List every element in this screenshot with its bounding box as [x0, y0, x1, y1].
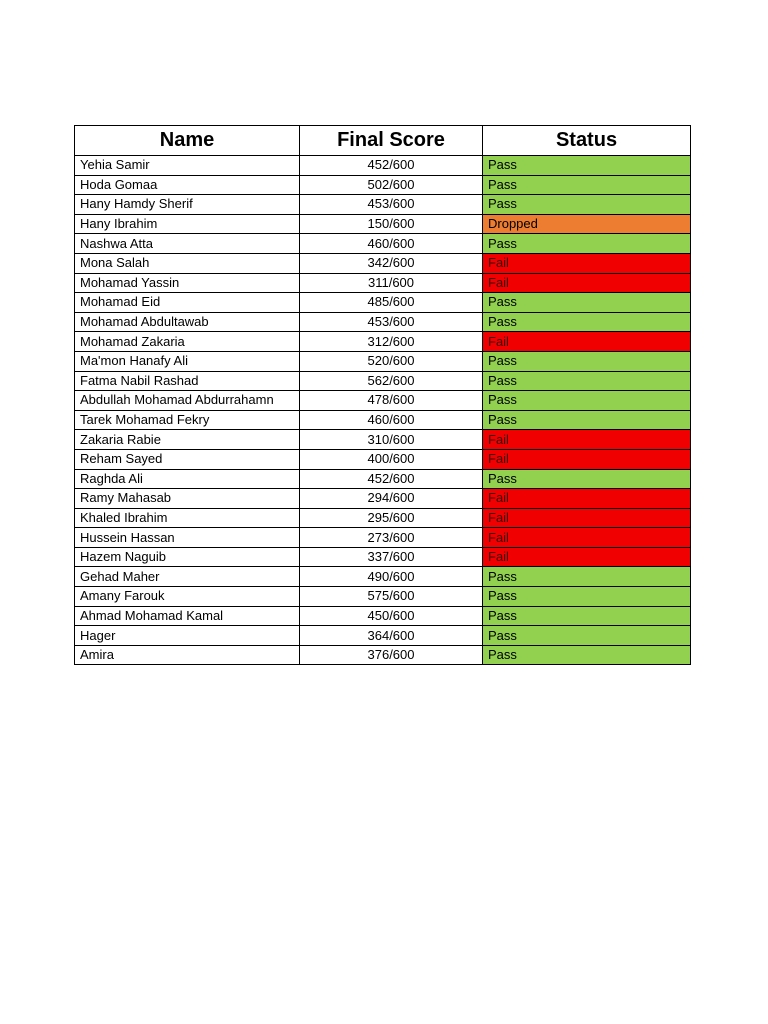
table-row [75, 175, 691, 195]
student-name-cell: Hoda Gomaa [75, 175, 300, 195]
final-score-cell: 450/600 [300, 606, 483, 626]
student-name-cell: Fatma Nabil Rashad [75, 371, 300, 391]
status-cell: Pass [483, 293, 691, 313]
table-row [75, 351, 691, 371]
table-row [75, 567, 691, 587]
student-name-cell: Raghda Ali [75, 469, 300, 489]
table-row [75, 371, 691, 391]
final-score-cell: 520/600 [300, 351, 483, 371]
status-cell: Fail [483, 253, 691, 273]
table-row [75, 391, 691, 411]
student-name-cell: Hazem Naguib [75, 547, 300, 567]
final-score-cell: 485/600 [300, 293, 483, 313]
final-score-cell: 460/600 [300, 410, 483, 430]
final-score-cell: 342/600 [300, 253, 483, 273]
status-cell: Pass [483, 195, 691, 215]
status-cell: Dropped [483, 214, 691, 234]
status-cell: Pass [483, 606, 691, 626]
final-score-cell: 311/600 [300, 273, 483, 293]
final-score-cell: 294/600 [300, 489, 483, 509]
header-row [75, 126, 691, 156]
status-cell: Pass [483, 312, 691, 332]
student-name-cell: Amany Farouk [75, 587, 300, 607]
student-name-cell: Khaled Ibrahim [75, 508, 300, 528]
status-cell: Fail [483, 508, 691, 528]
student-name-cell: Mona Salah [75, 253, 300, 273]
student-name-cell: Hussein Hassan [75, 528, 300, 548]
status-cell: Fail [483, 449, 691, 469]
table-row [75, 195, 691, 215]
table-row [75, 253, 691, 273]
grades-table [74, 125, 691, 665]
final-score-cell: 490/600 [300, 567, 483, 587]
student-name-cell: Mohamad Zakaria [75, 332, 300, 352]
student-name-cell: Yehia Samir [75, 156, 300, 176]
table-row [75, 528, 691, 548]
status-cell: Pass [483, 156, 691, 176]
student-name-cell: Nashwa Atta [75, 234, 300, 254]
table-row [75, 645, 691, 665]
table-row [75, 587, 691, 607]
table-row [75, 312, 691, 332]
table-row [75, 273, 691, 293]
status-cell: Fail [483, 528, 691, 548]
student-name-cell: Reham Sayed [75, 449, 300, 469]
status-column-header: Status [483, 126, 691, 156]
status-cell: Fail [483, 273, 691, 293]
final-score-cell: 478/600 [300, 391, 483, 411]
status-cell: Pass [483, 626, 691, 646]
student-name-cell: Mohamad Yassin [75, 273, 300, 293]
status-cell: Pass [483, 391, 691, 411]
final-score-cell: 453/600 [300, 195, 483, 215]
final-score-cell: 502/600 [300, 175, 483, 195]
table-row [75, 214, 691, 234]
student-name-cell: Ahmad Mohamad Kamal [75, 606, 300, 626]
table-row [75, 469, 691, 489]
table-body [75, 156, 691, 665]
student-name-cell: Hager [75, 626, 300, 646]
final-score-cell: 310/600 [300, 430, 483, 450]
table-row [75, 430, 691, 450]
final-score-cell: 452/600 [300, 156, 483, 176]
student-name-cell: Amira [75, 645, 300, 665]
status-cell: Pass [483, 645, 691, 665]
final-score-cell: 400/600 [300, 449, 483, 469]
final-score-cell: 562/600 [300, 371, 483, 391]
status-cell: Fail [483, 430, 691, 450]
table-row [75, 449, 691, 469]
final-score-cell: 575/600 [300, 587, 483, 607]
status-cell: Pass [483, 351, 691, 371]
table-row [75, 332, 691, 352]
status-cell: Pass [483, 410, 691, 430]
student-name-cell: Hany Ibrahim [75, 214, 300, 234]
status-cell: Pass [483, 175, 691, 195]
student-name-cell: Zakaria Rabie [75, 430, 300, 450]
table-row [75, 156, 691, 176]
final-score-cell: 337/600 [300, 547, 483, 567]
student-name-cell: Ramy Mahasab [75, 489, 300, 509]
table-row [75, 508, 691, 528]
table-row [75, 606, 691, 626]
status-cell: Pass [483, 469, 691, 489]
table-header [75, 126, 691, 156]
final-score-column-header: Final Score [300, 126, 483, 156]
table-row [75, 489, 691, 509]
student-name-cell: Ma'mon Hanafy Ali [75, 351, 300, 371]
student-name-cell: Hany Hamdy Sherif [75, 195, 300, 215]
table-row [75, 293, 691, 313]
table-row [75, 626, 691, 646]
status-cell: Pass [483, 234, 691, 254]
final-score-cell: 273/600 [300, 528, 483, 548]
final-score-cell: 364/600 [300, 626, 483, 646]
student-name-cell: Mohamad Eid [75, 293, 300, 313]
final-score-cell: 312/600 [300, 332, 483, 352]
table-row [75, 410, 691, 430]
name-column-header: Name [75, 126, 300, 156]
student-name-cell: Tarek Mohamad Fekry [75, 410, 300, 430]
final-score-cell: 376/600 [300, 645, 483, 665]
final-score-cell: 453/600 [300, 312, 483, 332]
student-name-cell: Abdullah Mohamad Abdurrahamn [75, 391, 300, 411]
final-score-cell: 295/600 [300, 508, 483, 528]
final-score-cell: 150/600 [300, 214, 483, 234]
status-cell: Fail [483, 332, 691, 352]
student-name-cell: Mohamad Abdultawab [75, 312, 300, 332]
status-cell: Fail [483, 547, 691, 567]
final-score-cell: 460/600 [300, 234, 483, 254]
table-row [75, 234, 691, 254]
status-cell: Pass [483, 587, 691, 607]
status-cell: Pass [483, 371, 691, 391]
status-cell: Pass [483, 567, 691, 587]
status-cell: Fail [483, 489, 691, 509]
table-row [75, 547, 691, 567]
student-name-cell: Gehad Maher [75, 567, 300, 587]
final-score-cell: 452/600 [300, 469, 483, 489]
